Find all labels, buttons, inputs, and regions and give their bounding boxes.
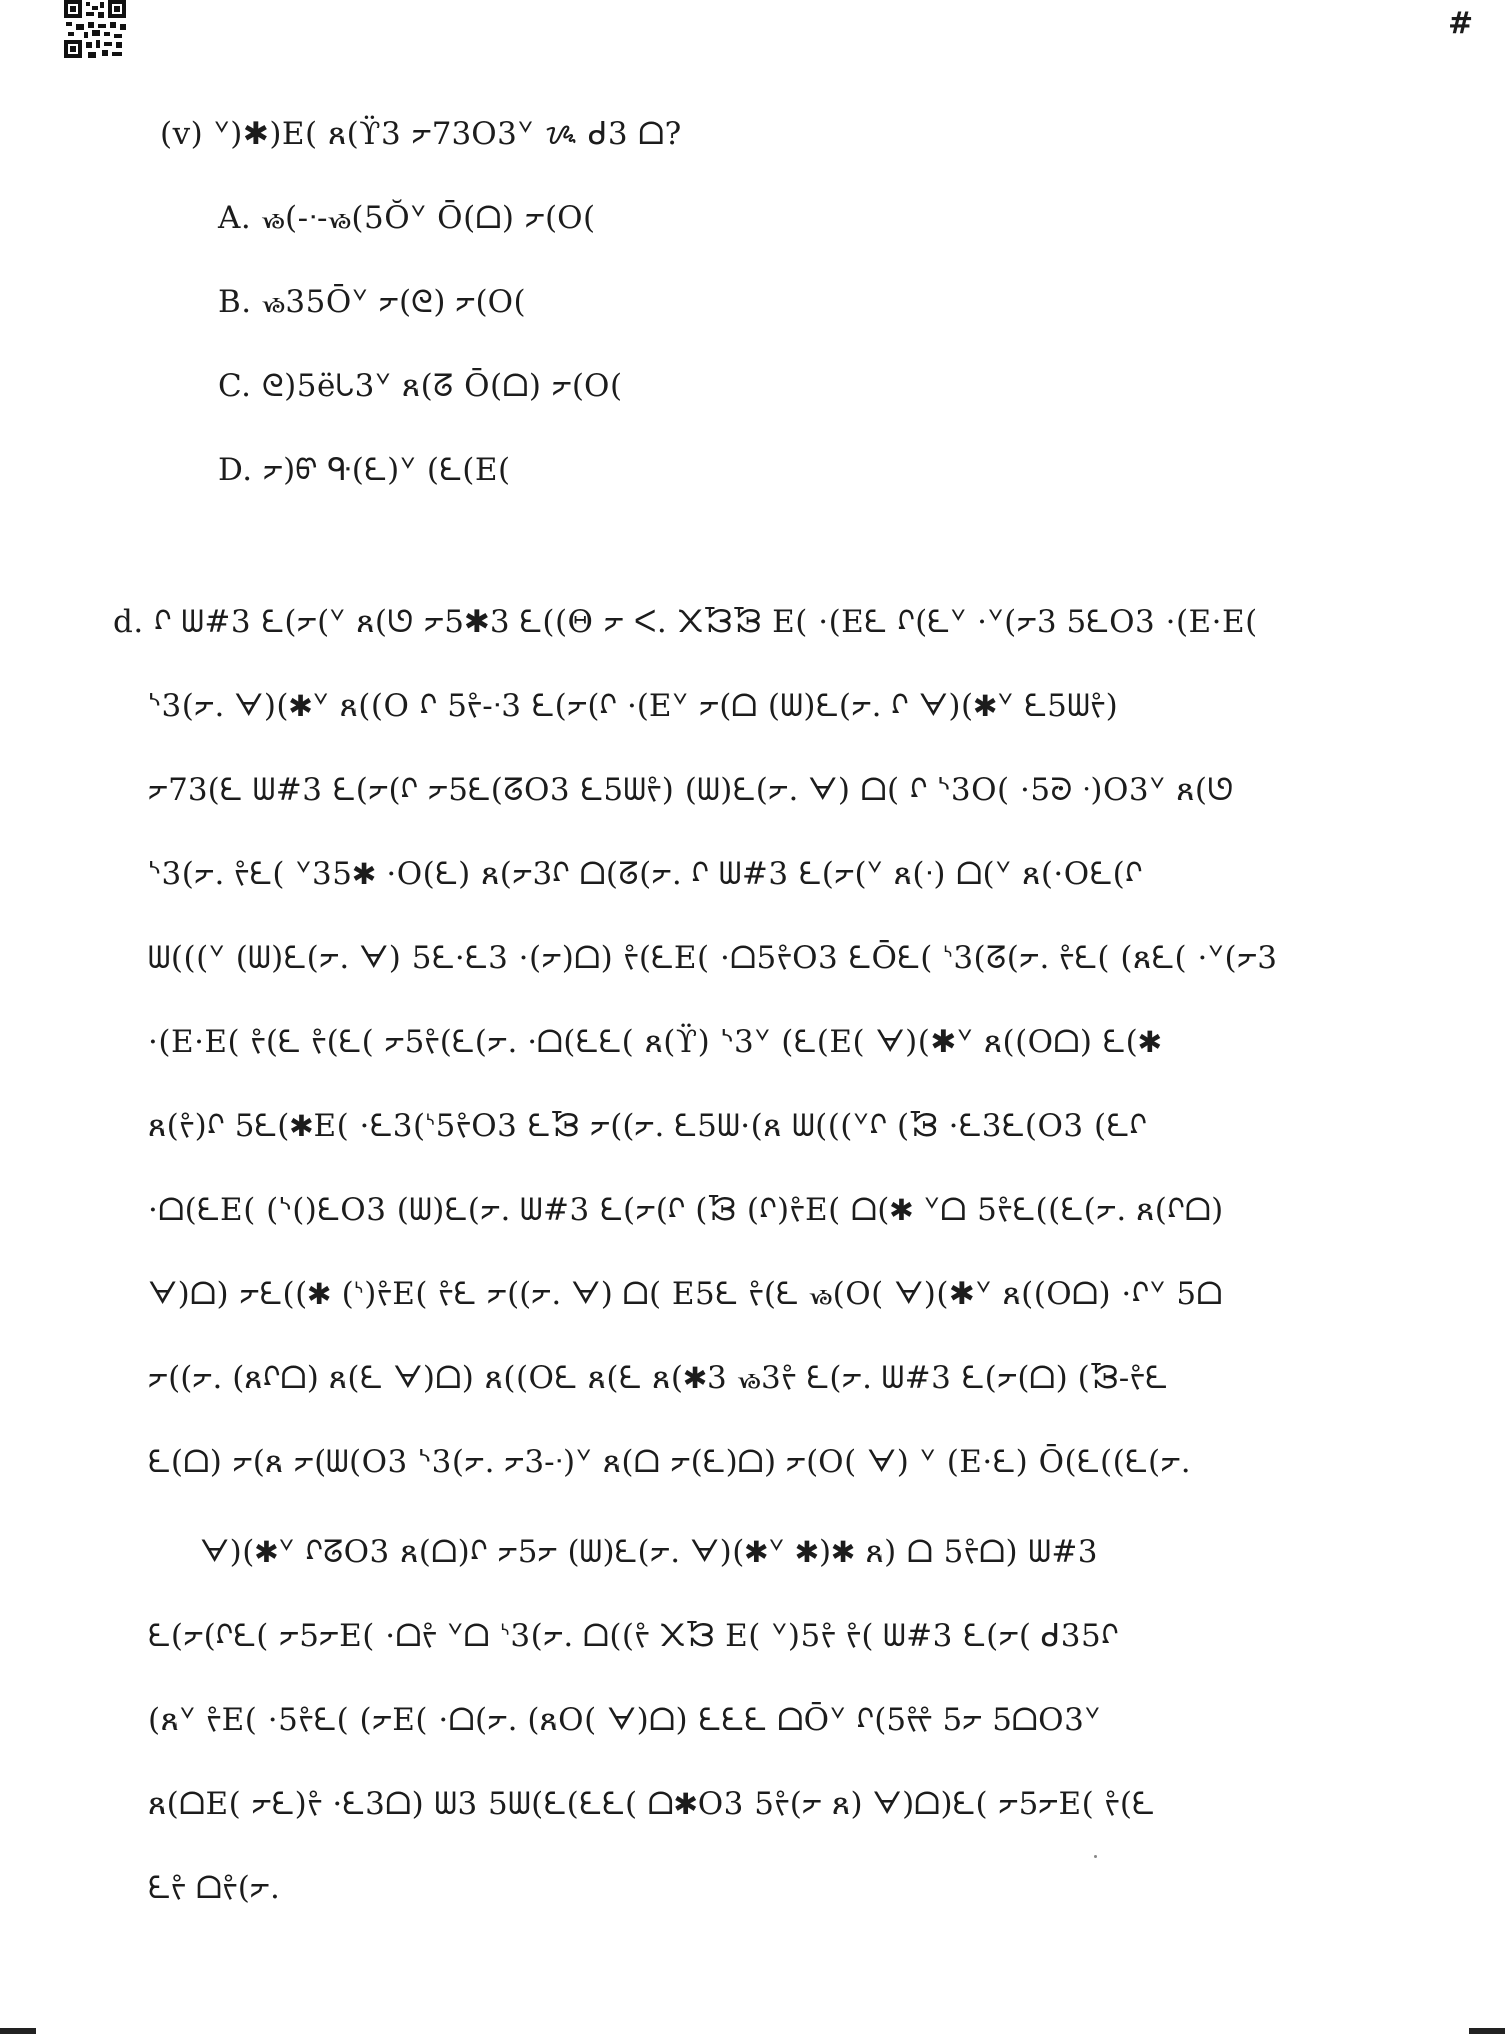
- option-a: [218, 184, 596, 238]
- section-d-line-8: ·ᗝ(ᘍΕ( (ᔅ()ᘍO3 (ᗯ)ᘍ(ᡔ. ᗯ#3 ᘍ(ᡔ(ᡗ (ᘽ (ᡗ)ᡲΕ( ᗝ(✱ ᘁᗝ 5ᡲᘍ((ᘍ(ᡔ. ጸ(ᡗᗝ): [148, 1192, 1224, 1228]
- section-d-line-6: ·(Ε·Ε( ᡲ(ᘍ ᡲ(ᘍ( ᡔ5ᡲ(ᘍ(ᡔ. ·ᗝ(ᘍᘍ( ጸ(ϔ) ᔅ3ᘁ (ᘍ(Ε( ᗄ)(✱ᘁ ጸ((Oᗝ) ᘍ(✱: [148, 1024, 1162, 1060]
- section-label: d.: [113, 604, 144, 640]
- section-d-line-3: ᡔ73(ᘍ ᗯ#3 ᘍ(ᡔ(ᡗ ᡔ5ᘍ(ᘔO3 ᘍ5ᗯᡲ) (ᗯ)ᘍ(ᡔ. ᗄ) ᗝ( ᡗ ᔅ3О( ·5ᘒ ᐧ)O3ᘁ ጸ(ᘎ: [148, 772, 1234, 808]
- option-text: ᏹ(-ᐧ-ᏹ(5Ŏᘁ Ō(ᗝ) ᡔ(О(: [261, 200, 596, 236]
- option-b: [218, 268, 526, 322]
- section-d-line-2: ᔅ3(ᡔ. ᗄ)(✱ᘁ ጸ((Ο ᡗ 5ᡲ-ᐧ3 ᘍ(ᡔ(ᡗ ·(Εᘁ ᡔ(ᗝ (ᗯ)ᘍ(ᡔ. ᡗ ᗄ)(✱ᘁ ᘍ5ᗯᡲ): [148, 688, 1119, 724]
- option-d: [218, 436, 511, 490]
- option-text: ᏹ35Ōᘁ ᡔ(ᘓ) ᡔ(О(: [262, 284, 527, 320]
- section-d-line-7: ጸ(ᡲ)ᡗ 5ᘍ(✱Ε( ·ᘍ3(ᔅ5ᡲO3 ᘍᘽ ᡔ((ᡔ. ᘍ5ᗯ·(ጸ ᗯ(((ᘁᡗ (ᘽ ·ᘍ3ᘍ(O3 (ᘍᡗ: [148, 1108, 1148, 1144]
- paragraph-2-line-2: ᘍ(ᡔ(ᡗᘍ( ᡔ5ᡔΕ( ·ᗝᡲ ᘁᗝ ᔅ3(ᡔ. ᗝ((ᡲ ᙭ᘼ Ε( ᘁ)5ᡲ ᡲ( ᗯ#3 ᘍ(ᡔ( ᑯ35ᡗ: [148, 1618, 1119, 1654]
- page-edge-left: [0, 2028, 36, 2034]
- paragraph-2-line-3: (ጸᘁ ᡲΕ( ·5ᡲᘍ( (ᡔΕ( ·ᗝ(ᡔ. (ጸО( ᗄ)ᗝ) ᘍᘍᘍ ᗝŌᘁ ᡗ(5ᡲᡲ 5ᡔ 5ᗝO3ᘁ: [148, 1702, 1101, 1738]
- paragraph-2-line-4: ጸ(ᗝΕ( ᡔᘍ)ᡲ ·ᘍ3ᗝ) ᗯ3 5ᗯ(ᘍ(ᘍᘍ( ᗝ✱O3 5ᡲ(ᡔ ጸ) ᗄ)ᗝ)ᘍ( ᡔ5ᡔΕ( ᡲ(ᘍ: [148, 1786, 1155, 1822]
- section-d-line-5: ᗯ(((ᘁ (ᗯ)ᘍ(ᡔ. ᗄ) 5ᘍ·ᘍ3 ·(ᡔ)ᗝ) ᡲ(ᘍΕ( ·ᗝ5ᡲO3 ᘍŌᘍ( ᔅ3(ᘔ(ᡔ. ᡲᘍ( (ጸᘍ( ·ᘁ(ᡔ3: [148, 940, 1277, 976]
- option-c: [218, 352, 623, 406]
- option-label: B.: [218, 284, 252, 320]
- page-edge-right: [1469, 2028, 1505, 2034]
- section-d-line-10: ᡔ((ᡔ. (ጸᡗᗝ) ጸ(ᘍ ᗄ)ᗝ) ጸ((Oᘍ ጸ(ᘍ ጸ(✱3 ᏹ3ᡲ ᘍ(ᡔ. ᗯ#3 ᘍ(ᡔ(ᗝ) (ᘽ-ᡲᘍ: [148, 1360, 1169, 1396]
- paragraph-2-line-5: ᘍᡲ ᗝᡲ(ᡔ.: [148, 1870, 280, 1906]
- scan-speck: [1094, 1855, 1097, 1858]
- section-d-line-11: ᘍ(ᗝ) ᡔ(ጸ ᡔ(ᗯ(O3 ᔅ3(ᡔ. ᡔ3-ᐧ)ᘁ ጸ(ᗝ ᡔ(ᘍ)ᗝ) ᡔ(O( ᗄ) ᘁ (Ε·ᘍ) Ō(ᘍ((ᘍ(ᡔ.: [148, 1444, 1191, 1480]
- section-d-line-1: [113, 588, 1258, 642]
- option-label: D.: [218, 452, 253, 488]
- option-label: A.: [218, 200, 252, 236]
- paragraph-2-line-1: ᗄ)(✱ᘁ ᡗᘔO3 ጸ(ᗝ)ᡗ ᡔ5ᡔ (ᗯ)ᘍ(ᡔ. ᗄ)(✱ᘁ ✱)✱ ጸ) ᗝ 5ᡲᗝ) ᗯ#3: [200, 1534, 1099, 1570]
- question-text: ᘁ)✱)Ε( ጸ(ϔ3 ᡔ73О3ᘁ ᝰ ᑯ3 ᗝ?: [213, 116, 682, 152]
- question-number: (v): [160, 116, 204, 152]
- page-marker: #: [1448, 6, 1474, 41]
- option-label: C.: [218, 368, 252, 404]
- section-text: ᡗ ᗯ#3 ᘍ(ᡔ(ᘁ ጸ(ᘎ ᡔ5✱3 ᘍ((Θ ᡔ ᐸ. ᙭ᘼᘽ Ε( ·(Εᘍ ᡗ(ᘍᘁ ·ᘁ(ᡔ3 5ᘍO3 ·(Ε·Ε(: [154, 604, 1258, 640]
- option-text: ᘓ)5ëᘂ3ᘁ ጸ(ᘔ Ō(ᗝ) ᡔ(О(: [261, 368, 623, 404]
- question-line: [160, 100, 682, 154]
- section-d-line-4: ᔅ3(ᡔ. ᡲᘍ( ᘁ35✱ ·О(ᘍ) ጸ(ᡔ3ᡗ ᗝ(ᘔ(ᡔ. ᡗ ᗯ#3 ᘍ(ᡔ(ᘁ ጸ(ᐧ) ᗝ(ᘁ ጸ(·Oᘍ(ᡗ: [148, 856, 1143, 892]
- qr-code-icon: [64, 0, 126, 58]
- option-text: ᡔ)ᡦ ᑵ(ᘍ)ᘁ (ᘍ(Ε(: [262, 452, 511, 488]
- section-d-line-9: ᗄ)ᗝ) ᡔᘍ((✱ (ᔅ)ᡲΕ( ᡲᘍ ᡔ((ᡔ. ᗄ) ᗝ( Ε5ᘍ ᡲ(ᘍ ᏹ(О( ᗄ)(✱ᘁ ጸ((Oᗝ) ·ᡗᘁ 5ᗝ: [148, 1276, 1223, 1312]
